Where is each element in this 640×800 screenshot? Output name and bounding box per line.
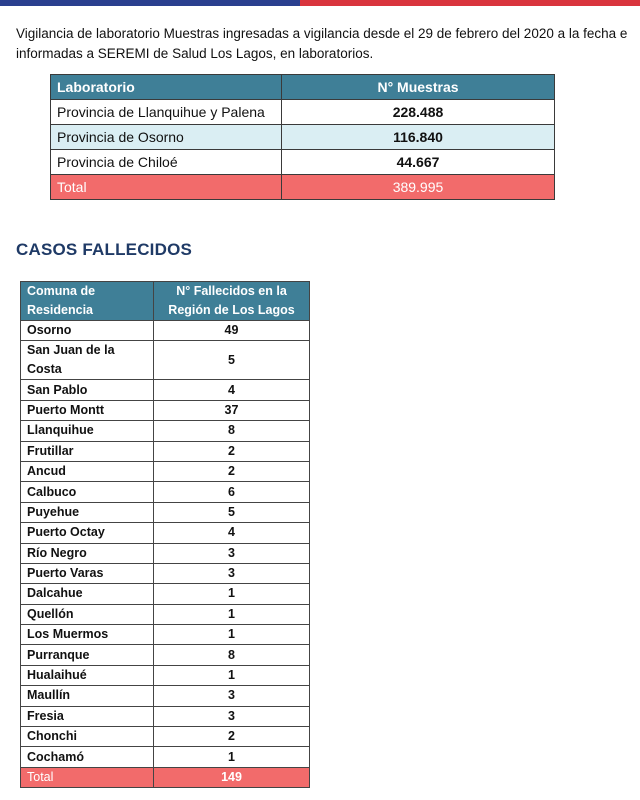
deaths-header-count: N° Fallecidos en la Región de Los Lagos <box>154 282 310 321</box>
lab-total-value: 389.995 <box>282 175 555 200</box>
top-bar-blue <box>0 0 300 6</box>
deaths-row <box>21 604 310 624</box>
deaths-row-count: 2 <box>154 461 310 481</box>
deaths-total-label: Total <box>21 767 154 787</box>
lab-row-value: 116.840 <box>282 125 555 150</box>
lab-row-name: Provincia de Llanquihue y Palena <box>51 100 282 125</box>
deaths-row-commune: Puyehue <box>21 502 154 522</box>
deaths-section-title: CASOS FALLECIDOS <box>16 240 193 259</box>
lab-row <box>51 125 555 150</box>
deaths-table <box>20 281 310 788</box>
deaths-row-commune: San Juan de la Costa <box>21 341 154 380</box>
lab-row-name: Provincia de Chiloé <box>51 150 282 175</box>
deaths-row <box>21 563 310 583</box>
top-color-bar <box>0 0 640 6</box>
deaths-total-value: 149 <box>154 767 310 787</box>
deaths-row <box>21 400 310 420</box>
deaths-row-count: 37 <box>154 400 310 420</box>
deaths-row <box>21 727 310 747</box>
deaths-row-commune: Hualaihué <box>21 665 154 685</box>
deaths-header-commune: Comuna de Residencia <box>21 282 154 321</box>
deaths-row <box>21 441 310 461</box>
deaths-row-commune: Cochamó <box>21 747 154 767</box>
deaths-row-count: 49 <box>154 321 310 341</box>
deaths-row-count: 1 <box>154 665 310 685</box>
deaths-row-count: 6 <box>154 482 310 502</box>
lab-row-value: 44.667 <box>282 150 555 175</box>
deaths-row-commune: San Pablo <box>21 380 154 400</box>
deaths-row-count: 3 <box>154 706 310 726</box>
deaths-row <box>21 686 310 706</box>
deaths-row-count: 4 <box>154 380 310 400</box>
deaths-total-row <box>21 767 310 787</box>
deaths-row-count: 8 <box>154 645 310 665</box>
deaths-row <box>21 482 310 502</box>
deaths-row-count: 1 <box>154 584 310 604</box>
lab-row-value: 228.488 <box>282 100 555 125</box>
lab-table-header <box>51 75 555 100</box>
deaths-table-header <box>21 282 310 321</box>
deaths-row <box>21 461 310 481</box>
deaths-row-count: 2 <box>154 441 310 461</box>
deaths-row-count: 2 <box>154 727 310 747</box>
deaths-row <box>21 625 310 645</box>
deaths-row <box>21 380 310 400</box>
lab-row-name: Provincia de Osorno <box>51 125 282 150</box>
deaths-row-commune: Quellón <box>21 604 154 624</box>
lab-header-laboratory: Laboratorio <box>51 75 282 100</box>
deaths-row-count: 3 <box>154 543 310 563</box>
deaths-row <box>21 421 310 441</box>
deaths-row <box>21 584 310 604</box>
deaths-row <box>21 502 310 522</box>
deaths-row-commune: Chonchi <box>21 727 154 747</box>
deaths-row-commune: Ancud <box>21 461 154 481</box>
deaths-row <box>21 706 310 726</box>
deaths-row-commune: Los Muermos <box>21 625 154 645</box>
lab-row <box>51 100 555 125</box>
deaths-row-commune: Llanquihue <box>21 421 154 441</box>
deaths-row-commune: Puerto Varas <box>21 563 154 583</box>
lab-row <box>51 150 555 175</box>
deaths-row-count: 1 <box>154 625 310 645</box>
deaths-row-commune: Frutillar <box>21 441 154 461</box>
deaths-row-commune: Puerto Octay <box>21 523 154 543</box>
deaths-row-commune: Purranque <box>21 645 154 665</box>
deaths-row-count: 3 <box>154 686 310 706</box>
deaths-row <box>21 523 310 543</box>
deaths-row-count: 1 <box>154 604 310 624</box>
lab-total-row <box>51 175 555 200</box>
laboratory-samples-table <box>50 74 555 200</box>
deaths-row-commune: Dalcahue <box>21 584 154 604</box>
deaths-row-count: 4 <box>154 523 310 543</box>
deaths-row <box>21 747 310 767</box>
deaths-row-count: 3 <box>154 563 310 583</box>
deaths-row-count: 1 <box>154 747 310 767</box>
lab-header-samples: N° Muestras <box>282 75 555 100</box>
deaths-row-count: 5 <box>154 502 310 522</box>
deaths-row-commune: Río Negro <box>21 543 154 563</box>
deaths-row-count: 5 <box>154 341 310 380</box>
top-bar-red <box>300 0 640 6</box>
deaths-row-commune: Fresia <box>21 706 154 726</box>
deaths-row-commune: Maullín <box>21 686 154 706</box>
deaths-row-commune: Osorno <box>21 321 154 341</box>
deaths-row-count: 8 <box>154 421 310 441</box>
lab-total-label: Total <box>51 175 282 200</box>
deaths-row <box>21 543 310 563</box>
deaths-row <box>21 341 310 380</box>
deaths-row <box>21 665 310 685</box>
deaths-table-body <box>21 321 310 788</box>
deaths-row <box>21 645 310 665</box>
intro-paragraph: Vigilancia de laboratorio Muestras ingresadas a vigilancia desde el 29 de febrero del 2020 a la fecha e informadas a SEREMI de Salud Los Lagos, en laboratorios. <box>16 25 628 61</box>
deaths-row-commune: Puerto Montt <box>21 400 154 420</box>
deaths-row <box>21 321 310 341</box>
deaths-row-commune: Calbuco <box>21 482 154 502</box>
